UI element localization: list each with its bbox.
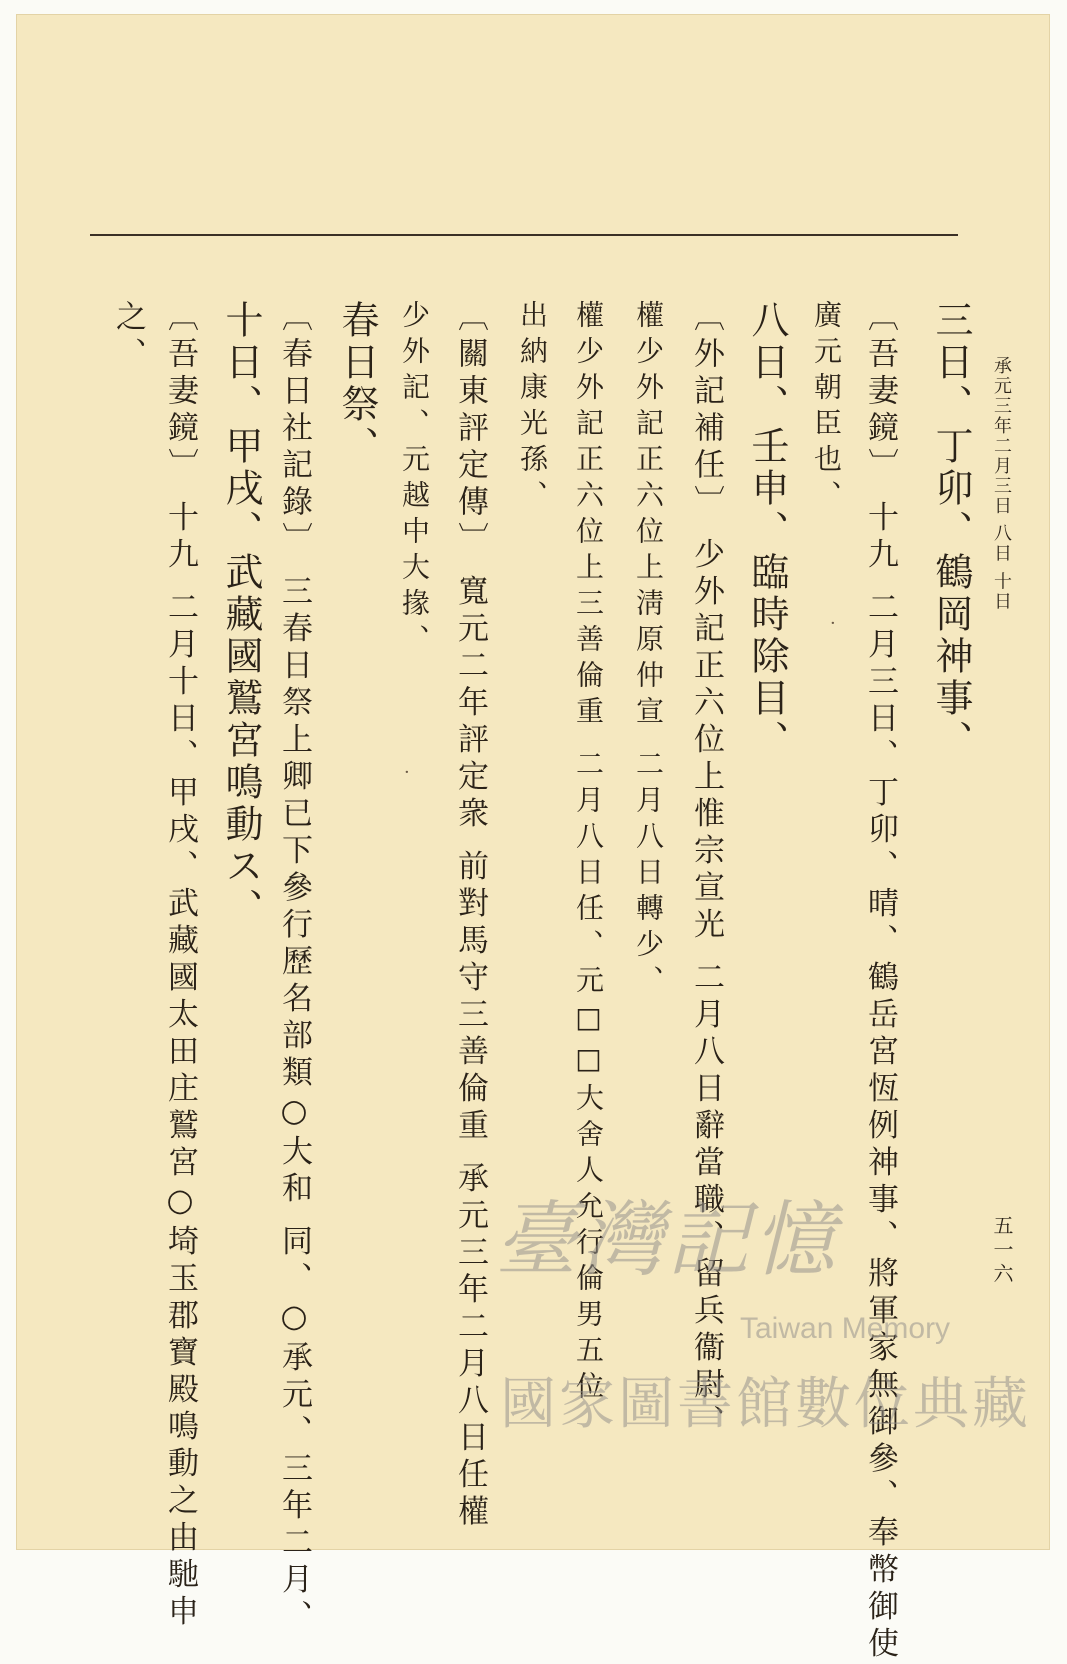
column-4: 八日、壬申、臨時除目、 [745,300,789,762]
column-2: 〔吾妻鏡〕 十九 二月三日、丁卯、晴、鶴岳宮恆例神事、將軍家無御參、奉幣御使 [862,300,898,1664]
column-6: 權少外記正六位上淸原仲宣 二月八日轉少、 [632,300,665,1001]
column-3: 廣元朝臣也、 [810,300,843,516]
ink-dot: · [830,613,836,634]
watermark-library: 國家圖書館數位典藏 [500,1372,1031,1437]
column-7: 權少外記正六位上三善倫重 二月八日任、元□□大舍人允行倫男五位 [572,300,605,1407]
column-15: 之、 [110,300,146,374]
running-head: 承元三年二月三日 八日 十日 [991,356,1012,612]
header-rule [90,234,958,236]
watermark-english: Taiwan Memory [740,1312,951,1345]
column-11: 春日祭、 [335,300,379,468]
column-10: 少外記、元越中大掾、 [398,300,431,660]
column-12: 〔春日社記錄〕 三春日祭上卿已下參行歷名部類○大和 同、○承元、三年二月、 [276,300,312,1637]
column-13: 十日、甲戌、武藏國鷲宮鳴動ス、 [219,300,263,930]
watermark-logo-text: 臺灣記憶 [495,1193,839,1288]
column-5: 〔外記補任〕 少外記正六位上惟宗宣光 二月八日辭當職、留兵衞尉、 [688,300,724,1442]
column-8: 出納康光孫、 [516,300,549,516]
page-number: 五一六 [990,1215,1014,1287]
column-9: 〔關東評定傳〕 寬元二年評定衆 前對馬守三善倫重 承元三年二月八日任權 [452,300,488,1532]
ink-dot: · [404,762,410,783]
column-14: 〔吾妻鏡〕 十九 二月十日、甲戌、武藏國太田庄鷲宮○埼玉郡寶殿鳴動之由馳申 [162,300,198,1632]
column-1: 三日、丁卯、鶴岡神事、 [929,300,973,762]
